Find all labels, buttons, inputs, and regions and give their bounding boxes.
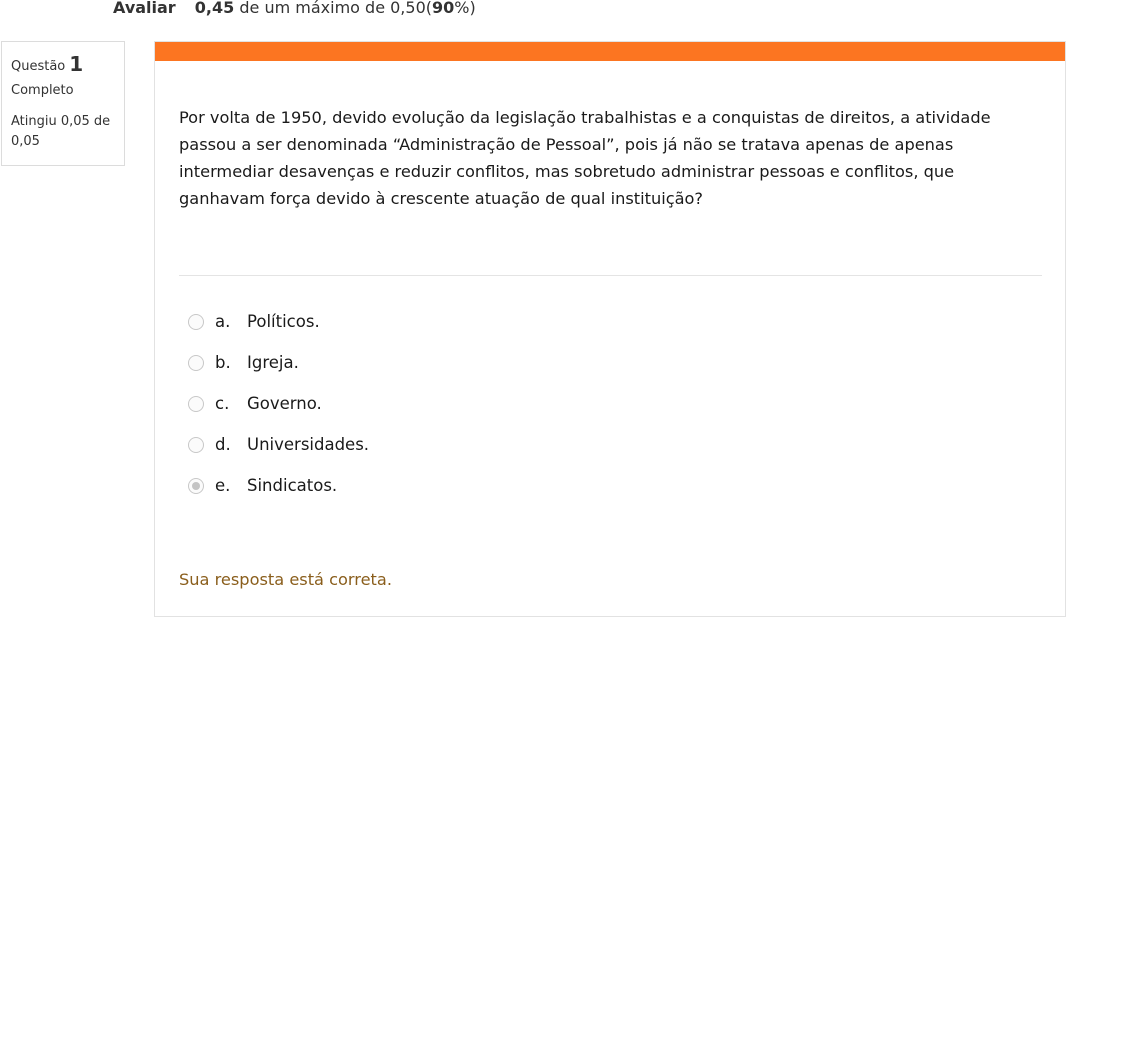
- grade-suffix: %): [454, 0, 476, 17]
- question-info-panel: [1, 41, 125, 166]
- answer-text: Igreja.: [247, 353, 299, 372]
- question-text: Por volta de 1950, devido evolução da legislação trabalhistas e a conquistas de direitos, a atividade passou a ser denominada “Administração de Pessoal”, pois já não se tratava apenas de apenas intermediar desavenças e reduzir conflitos, mas sobretudo administrar pessoas e conflitos, que ganhavam força devido à crescente atuação de qual instituição?: [179, 108, 991, 208]
- answer-letter: c.: [215, 394, 230, 413]
- grade-label: Avaliar: [113, 0, 176, 17]
- divider: [179, 275, 1042, 276]
- question-accent-bar: [155, 42, 1065, 61]
- answer-letter: a.: [215, 312, 231, 331]
- answer-text: Governo.: [247, 394, 322, 413]
- answer-text: Políticos.: [247, 312, 320, 331]
- grade-percent: 90: [432, 0, 455, 17]
- answer-letter: e.: [215, 476, 231, 495]
- radio-button[interactable]: [188, 396, 204, 412]
- grade-score: 0,45: [194, 0, 235, 17]
- radio-button[interactable]: [188, 437, 204, 453]
- radio-button[interactable]: [188, 355, 204, 371]
- question-number-value: 1: [69, 52, 84, 76]
- question-card: [154, 41, 1066, 617]
- answer-text: Universidades.: [247, 435, 370, 454]
- question-state: Completo: [11, 83, 74, 98]
- grade-max-text: de um máximo de 0,50(: [239, 0, 432, 17]
- question-label: Questão: [11, 59, 66, 74]
- answer-feedback: Sua resposta está correta.: [179, 570, 392, 589]
- radio-button-selected[interactable]: [188, 478, 204, 494]
- answer-letter: d.: [215, 435, 231, 454]
- radio-button[interactable]: [188, 314, 204, 330]
- grade-summary: [113, 0, 476, 19]
- answer-text: Sindicatos.: [247, 476, 338, 495]
- question-grade: Atingiu 0,05 de 0,05: [11, 114, 111, 149]
- question-number: [11, 50, 115, 78]
- answer-letter: b.: [215, 353, 231, 372]
